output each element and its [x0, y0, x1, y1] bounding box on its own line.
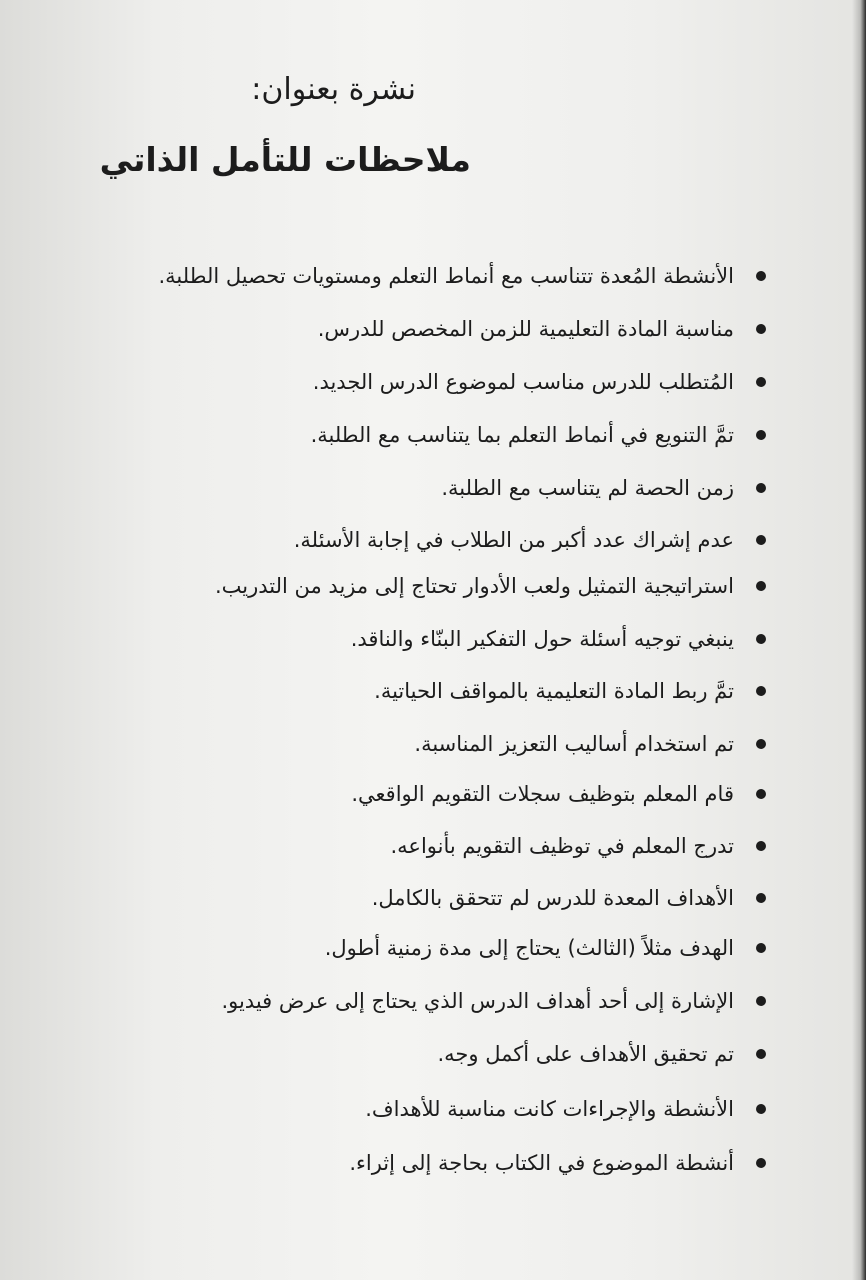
list-item-text: عدم إشراك عدد أكبر من الطلاب في إجابة الأسئلة.	[293, 528, 734, 552]
bullet-icon	[756, 686, 766, 696]
list-item	[349, 1147, 766, 1178]
bullet-icon	[756, 271, 766, 281]
list-item-text: الأهداف المعدة للدرس لم تتحقق بالكامل.	[371, 886, 734, 910]
bullet-icon	[756, 634, 766, 644]
list-item	[318, 313, 766, 344]
list-item	[414, 728, 766, 759]
bulletin-heading: نشرة بعنوان:	[251, 72, 416, 107]
list-item	[441, 472, 766, 503]
bullet-icon	[756, 324, 766, 334]
bullet-icon	[756, 581, 766, 591]
list-item	[294, 524, 766, 555]
list-item-text: زمن الحصة لم يتناسب مع الطلبة.	[441, 476, 734, 500]
list-item-text: أنشطة الموضوع في الكتاب بحاجة إلى إثراء.	[349, 1151, 734, 1175]
list-item-text: قام المعلم بتوظيف سجلات التقويم الواقعي.	[351, 782, 734, 806]
list-item-text: مناسبة المادة التعليمية للزمن المخصص للدرس.	[317, 317, 734, 341]
list-item	[351, 623, 766, 654]
list-item-text: الهدف مثلاً (الثالث) يحتاج إلى مدة زمنية أطول.	[324, 936, 734, 960]
bullet-icon	[756, 1158, 766, 1168]
list-item-text: الأنشطة والإجراءات كانت مناسبة للأهداف.	[365, 1097, 734, 1121]
bullet-icon	[756, 943, 766, 953]
list-item	[215, 570, 766, 601]
list-item	[372, 882, 766, 913]
list-item-text: المُتطلب للدرس مناسب لموضوع الدرس الجديد.	[312, 370, 734, 394]
list-item	[311, 419, 766, 450]
list-item	[313, 366, 766, 397]
list-item-text: تم تحقيق الأهداف على أكمل وجه.	[437, 1042, 734, 1066]
list-item	[221, 985, 766, 1016]
list-item	[159, 260, 767, 291]
list-item	[374, 675, 766, 706]
bullet-icon	[756, 1049, 766, 1059]
page-binding-shadow	[852, 0, 866, 1280]
list-item-text: الأنشطة المُعدة تتناسب مع أنماط التعلم ومستويات تحصيل الطلبة.	[158, 264, 734, 288]
list-item-text: تدرج المعلم في توظيف التقويم بأنواعه.	[390, 834, 734, 858]
bullet-icon	[756, 430, 766, 440]
list-item-text: استراتيجية التمثيل ولعب الأدوار تحتاج إلى مزيد من التدريب.	[214, 574, 734, 598]
list-item-text: تم استخدام أساليب التعزيز المناسبة.	[414, 732, 734, 756]
bullet-icon	[756, 893, 766, 903]
bullet-icon	[756, 739, 766, 749]
list-item-text: ينبغي توجيه أسئلة حول التفكير البنّاء والناقد.	[350, 627, 734, 651]
bullet-icon	[756, 789, 766, 799]
bullet-icon	[756, 1104, 766, 1114]
list-item-text: تمَّ التنويع في أنماط التعلم بما يتناسب مع الطلبة.	[310, 423, 734, 447]
bullet-icon	[756, 841, 766, 851]
list-item-text: الإشارة إلى أحد أهداف الدرس الذي يحتاج إلى عرض فيديو.	[221, 989, 734, 1013]
bullet-icon	[756, 996, 766, 1006]
list-item	[351, 778, 766, 809]
list-item	[391, 830, 767, 861]
list-item	[437, 1038, 766, 1069]
list-item-text: تمَّ ربط المادة التعليمية بالمواقف الحياتية.	[374, 679, 734, 703]
list-item	[365, 1093, 766, 1124]
bullet-icon	[756, 377, 766, 387]
list-item	[325, 932, 766, 963]
bullet-icon	[756, 535, 766, 545]
document-title: ملاحظات للتأمل الذاتي	[99, 140, 471, 179]
bullet-icon	[756, 483, 766, 493]
